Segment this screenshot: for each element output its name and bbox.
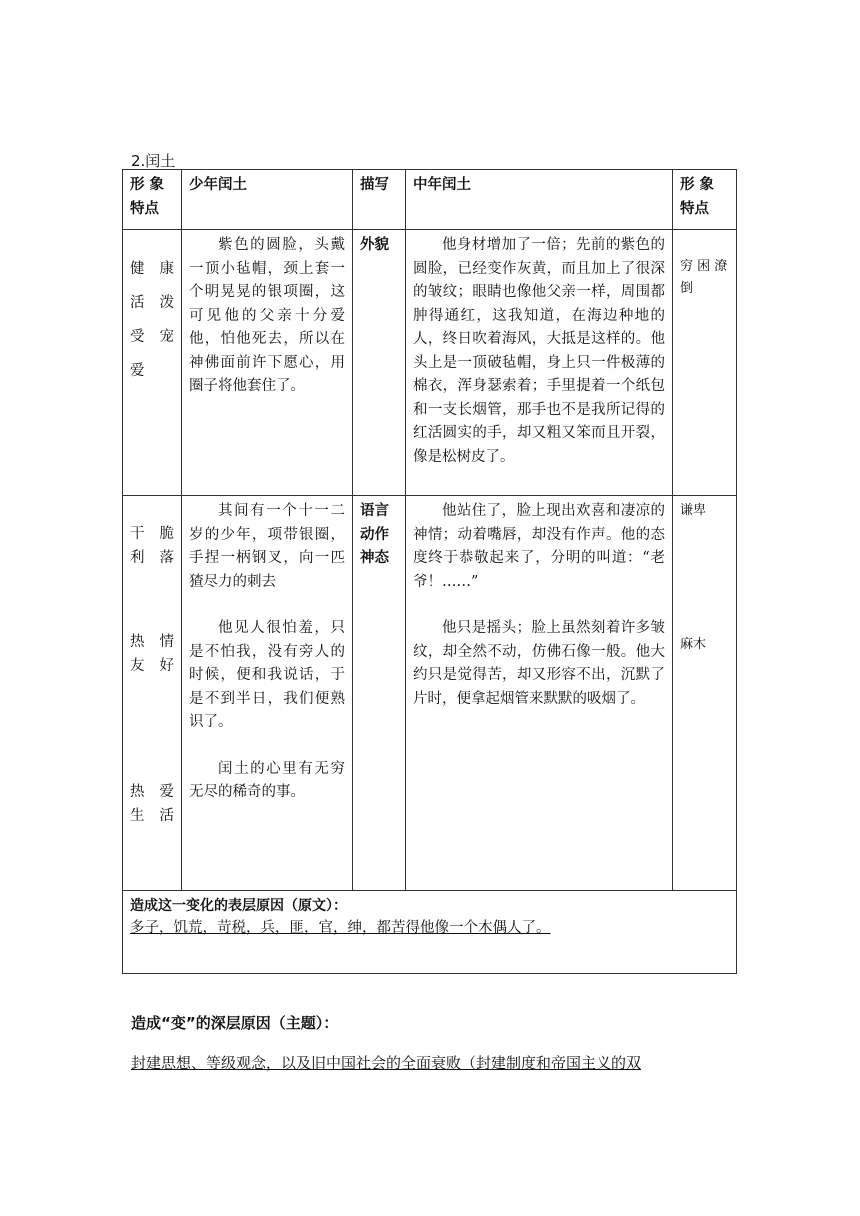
header-middle-aged: 中年闰土 [406,170,673,230]
middle-paragraph: 他站住了，脸上现出欢喜和凄凉的神情；动着嘴唇，却没有作声。他的态度终于恭敬起来了，分明的叫道：“老爷！……” [413,503,665,590]
trait-label: 健康 [130,261,174,277]
table-header-row [123,170,737,230]
surface-cause-label: 造成这一变化的表层原因（原文）： [130,898,347,914]
describe-label-appearance: 外貌 [353,230,406,496]
header-describe: 描写 [353,170,406,230]
left-traits-cell [123,230,182,496]
trait-label: 活泼 [130,295,174,311]
youth-description-cell [182,230,353,496]
header-traits-right: 形 象 特点 [673,170,737,230]
table-row-appearance [123,230,737,496]
surface-cause-cell [123,891,737,974]
table-row-cause [123,891,737,974]
youth-paragraph: 闰土的心里有无穷无尽的稀奇的事。 [189,760,345,800]
section-heading: 2.闰土 [131,152,176,170]
youth-description-cell [182,496,353,891]
left-traits-cell [123,496,182,891]
youth-paragraph: 紫色的圆脸，头戴一顶小毡帽，颈上套一个明晃晃的银项圈，这可见他的父亲十分爱他，怕他死去，所以在神佛面前许下愿心，用圈子将他套住了。 [189,237,345,394]
character-table [122,169,737,974]
right-traits-cell [673,496,737,891]
middle-paragraph: 他身材增加了一倍；先前的紫色的圆脸，已经变作灰黄，而且加上了很深的皱纹；眼睛也像他父亲一样，周围都肿得通红，这我知道，在海边种地的人，终日吹着海风，大抵是这样的。他头上是一顶破毡帽，身上只一件极薄的棉衣，浑身瑟索着；手里提着一个纸包和一支长烟管，那手也不是我所记得的红活圆实的手，却又粗又笨而且开裂，像是松树皮了。 [413,237,665,465]
middle-description-cell [406,230,673,496]
trait-label: 受 宠 爱 [130,329,174,379]
trait-label: 谦卑 [680,503,707,518]
trait-label: 热 爱 生活 [130,784,174,824]
trait-label: 麻木 [680,637,707,652]
youth-paragraph: 他见人很怕羞，只是不怕我，没有旁人的时候，便和我说话，于是不到半日，我们便熟识了。 [189,620,345,730]
youth-paragraph: 其间有一个十一二岁的少年，项带银圈，手捏一柄钢叉，向一匹猹尽力的刺去 [189,503,345,590]
right-traits-cell [673,230,737,496]
trait-label: 热 情 友好 [130,634,174,674]
trait-label: 穷 困 潦倒 [680,259,728,296]
deep-cause-text: 封建思想、等级观念，以及旧中国社会的全面衰败（封建制度和帝国主义的双 [131,1054,642,1072]
describe-label-behavior: 语言动作神态 [353,496,406,891]
surface-cause-text: 多子，饥荒，苛税，兵，匪，官，绅，都苦得他像一个木偶人了。 [130,920,551,936]
trait-label: 干 脆 利落 [130,526,174,566]
table-row-behavior [123,496,737,891]
header-traits-left: 形 象 特点 [123,170,182,230]
deep-cause-heading: 造成“变”的深层原因（主题）： [131,1014,339,1032]
middle-paragraph: 他只是摇头；脸上虽然刻着许多皱纹，却全然不动，仿佛石像一般。他大约只是觉得苦，却又形容不出，沉默了片时，便拿起烟管来默默的吸烟了。 [413,620,665,707]
header-youth: 少年闰土 [182,170,353,230]
middle-description-cell [406,496,673,891]
